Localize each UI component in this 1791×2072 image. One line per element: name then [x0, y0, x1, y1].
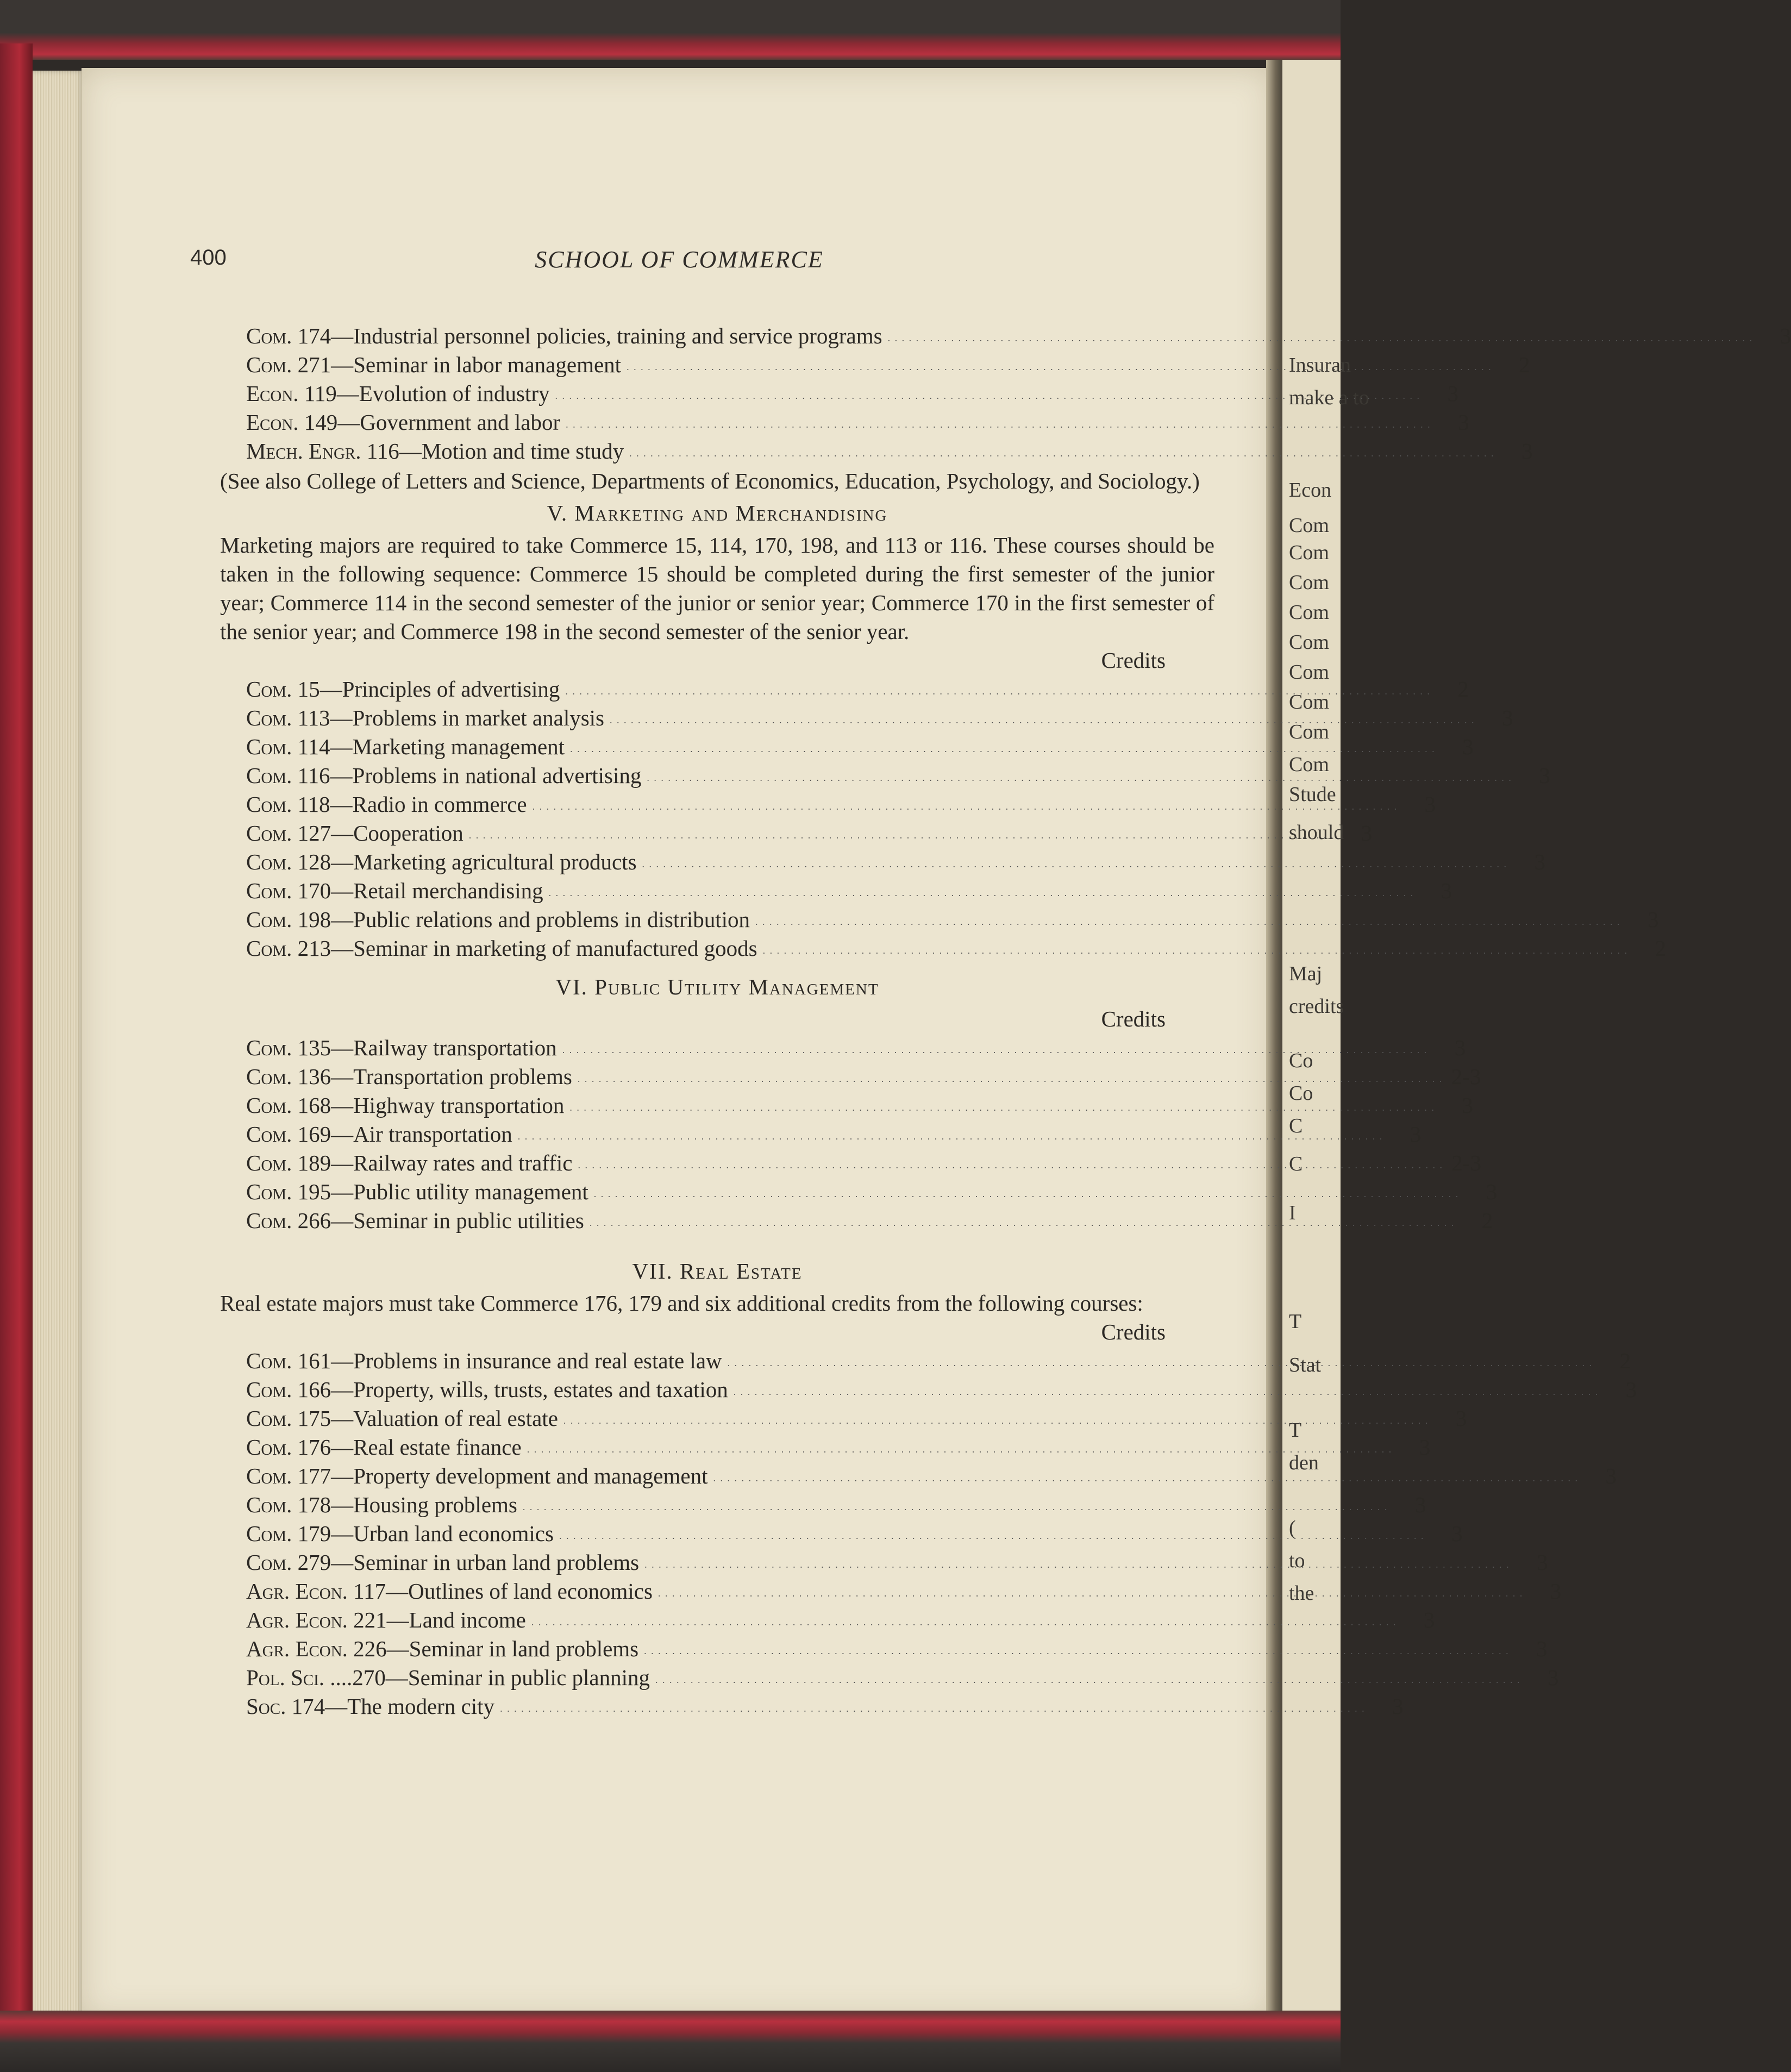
- course-title: [246, 905, 755, 934]
- running-title: SCHOOL OF COMMERCE: [535, 246, 824, 273]
- course-row: [246, 1347, 1631, 1375]
- leader-dots: [531, 1606, 1397, 1635]
- next-page-text-fragment: to: [1289, 1549, 1305, 1572]
- next-page-text-fragment: I: [1289, 1201, 1296, 1224]
- leader-dots: [734, 1375, 1599, 1404]
- course-credits: 3: [1414, 1492, 1426, 1517]
- next-page-text-fragment: Stat: [1289, 1354, 1322, 1376]
- course-row: [246, 1120, 1421, 1149]
- course-row: [246, 1062, 1481, 1091]
- course-prefix: Com.: [246, 763, 292, 788]
- course-name: 189—Railway rates and traffic: [292, 1150, 573, 1175]
- course-row: [246, 1663, 1559, 1692]
- course-credits: 2: [1519, 352, 1530, 377]
- course-title: [246, 1178, 594, 1206]
- course-name: 170—Retail merchandising: [292, 878, 543, 903]
- credits-column-header: Credits: [1101, 1006, 1166, 1031]
- course-credits: 3: [1410, 1122, 1421, 1147]
- leader-dots: [562, 1034, 1428, 1062]
- next-page-text-fragment: Com: [1289, 661, 1329, 684]
- course-name: 116—Motion and time study: [361, 439, 624, 464]
- next-page-text-fragment: Com: [1289, 753, 1329, 776]
- section-intro: Real estate majors must take Commerce 176, 179 and six additional credits from the following courses:: [220, 1291, 1143, 1316]
- course-row: [246, 1692, 1404, 1721]
- course-prefix: Econ.: [246, 381, 299, 406]
- course-credits: 3: [1458, 410, 1469, 435]
- course-title: [246, 1462, 713, 1491]
- course-prefix: Com.: [246, 352, 292, 377]
- course-credits: 3: [1521, 439, 1533, 464]
- course-title: [246, 1692, 500, 1721]
- course-credits: 3: [1462, 734, 1474, 759]
- leader-dots: [549, 877, 1414, 905]
- course-credits: 2: [1655, 936, 1667, 961]
- course-row: [246, 1034, 1466, 1062]
- course-title: [246, 1519, 559, 1548]
- course-prefix: Com.: [246, 821, 292, 846]
- course-row: [246, 1091, 1473, 1120]
- course-row: [246, 322, 1791, 350]
- course-row: [246, 733, 1474, 761]
- course-name: 149—Government and labor: [298, 410, 561, 435]
- course-row: [246, 934, 1667, 963]
- leader-dots: [559, 1519, 1425, 1548]
- course-row: [246, 1149, 1481, 1178]
- course-prefix: Com.: [246, 907, 292, 932]
- course-credits: 2: [1457, 677, 1469, 702]
- course-prefix: Com.: [246, 734, 292, 759]
- course-row: [246, 1404, 1467, 1433]
- course-name: 169—Air transportation: [292, 1122, 512, 1147]
- course-prefix: Com.: [246, 705, 292, 730]
- course-name: 174—Industrial personnel policies, training and service programs: [292, 323, 882, 348]
- leader-dots: [565, 675, 1431, 704]
- course-title: [246, 704, 610, 733]
- course-name: 113—Problems in market analysis: [292, 705, 605, 730]
- next-page-text-fragment: Insuran: [1289, 354, 1351, 377]
- course-title: [246, 877, 549, 905]
- next-page-text-fragment: C: [1289, 1153, 1303, 1175]
- course-title: [246, 408, 566, 437]
- course-name: ....270—Seminar in public planning: [324, 1665, 650, 1690]
- course-name: 119—Evolution of industry: [298, 381, 550, 406]
- next-page-text-fragment: make a to: [1289, 386, 1369, 409]
- leader-dots: [578, 1149, 1443, 1178]
- course-credits: 3: [1550, 1579, 1562, 1604]
- course-row: [246, 877, 1452, 905]
- course-title: [246, 1491, 523, 1519]
- course-title: [246, 1375, 734, 1404]
- course-row: [246, 1606, 1435, 1635]
- course-prefix: Com.: [246, 1064, 292, 1089]
- course-credits: 3: [1455, 1406, 1467, 1431]
- course-credits: 3: [1502, 705, 1513, 730]
- course-title: [246, 1206, 590, 1235]
- course-credits: 3: [1447, 381, 1459, 406]
- course-prefix: Agr. Econ.: [246, 1607, 348, 1632]
- course-name: 174—The modern city: [286, 1694, 495, 1719]
- leader-dots: [658, 1577, 1524, 1606]
- course-title: [246, 1120, 518, 1149]
- course-row: [246, 905, 1659, 934]
- course-row: [246, 1491, 1426, 1519]
- course-name: 195—Public utility management: [292, 1179, 588, 1204]
- course-title: [246, 733, 570, 761]
- leader-dots: [713, 1462, 1579, 1491]
- course-row: [246, 1433, 1431, 1462]
- leader-dots: [763, 934, 1629, 963]
- course-name: 136—Transportation problems: [292, 1064, 572, 1089]
- course-credits: 3: [1648, 907, 1659, 932]
- course-prefix: Com.: [246, 1435, 292, 1460]
- course-row: [246, 408, 1469, 437]
- leader-dots: [555, 379, 1421, 408]
- leader-dots: [523, 1491, 1388, 1519]
- next-page-text-fragment: Com: [1289, 691, 1329, 713]
- course-name: 213—Seminar in marketing of manufactured goods: [292, 936, 757, 961]
- course-credits: 3: [1462, 1093, 1473, 1118]
- course-prefix: Com.: [246, 323, 292, 348]
- course-title: [246, 322, 888, 350]
- course-row: [246, 675, 1469, 704]
- leader-dots: [570, 733, 1436, 761]
- course-row: [246, 1519, 1463, 1548]
- page-edges: [33, 71, 84, 2016]
- leader-dots: [610, 704, 1475, 733]
- course-row: [246, 437, 1533, 466]
- course-title: [246, 350, 627, 379]
- course-credits: 3: [1605, 1463, 1617, 1488]
- course-title: [246, 1577, 658, 1606]
- course-prefix: Com.: [246, 1406, 292, 1431]
- course-prefix: Com.: [246, 936, 292, 961]
- course-credits: 3: [1424, 792, 1436, 817]
- course-prefix: Com.: [246, 1150, 292, 1175]
- course-name: 179—Urban land economics: [292, 1521, 554, 1546]
- course-credits: 2-3: [1451, 1150, 1481, 1175]
- course-row: [246, 761, 1550, 790]
- course-title: [246, 1149, 578, 1178]
- leader-dots: [469, 819, 1335, 848]
- course-prefix: Com.: [246, 1179, 292, 1204]
- next-page-text-fragment: Co: [1289, 1082, 1313, 1105]
- course-prefix: Com.: [246, 849, 292, 874]
- next-page-text-fragment: Stude: [1289, 783, 1336, 806]
- next-page-text-fragment: Com: [1289, 514, 1329, 537]
- course-name: 128—Marketing agricultural products: [292, 849, 637, 874]
- next-page-text-fragment: C: [1289, 1115, 1303, 1137]
- next-page-text-fragment: Com: [1289, 541, 1329, 564]
- leader-dots: [569, 1091, 1435, 1120]
- course-row: [246, 1178, 1498, 1206]
- course-title: [246, 1635, 644, 1663]
- leader-dots: [578, 1062, 1443, 1091]
- leader-dots: [563, 1404, 1429, 1433]
- leader-dots: [590, 1206, 1455, 1235]
- course-credits: 3: [1454, 1035, 1466, 1060]
- course-prefix: Com.: [246, 1521, 292, 1546]
- course-title: [246, 1062, 578, 1091]
- course-credits: 3: [1451, 1521, 1463, 1546]
- course-row: [246, 1375, 1637, 1404]
- leader-dots: [755, 905, 1621, 934]
- course-title: [246, 1347, 728, 1375]
- course-row: [246, 848, 1546, 877]
- course-prefix: Com.: [246, 1492, 292, 1517]
- course-credits: 3: [1536, 1636, 1548, 1661]
- course-prefix: Econ.: [246, 410, 299, 435]
- course-name: 176—Real estate finance: [292, 1435, 522, 1460]
- next-page-text-fragment: Com: [1289, 631, 1329, 654]
- next-page-text-fragment: Maj: [1289, 962, 1323, 985]
- course-name: 221—Land income: [347, 1607, 526, 1632]
- page-header: [190, 246, 1168, 278]
- course-name: 177—Property development and management: [292, 1463, 708, 1488]
- course-title: [246, 437, 629, 466]
- course-credits: 3: [1441, 878, 1452, 903]
- section-heading: VI. Public Utility Management: [555, 974, 879, 999]
- course-credits: 3: [1361, 821, 1373, 846]
- course-credits: 2: [1481, 1208, 1493, 1233]
- course-title: [246, 790, 533, 819]
- course-title: [246, 1034, 562, 1062]
- course-title: [246, 934, 763, 963]
- course-name: 118—Radio in commerce: [292, 792, 527, 817]
- course-credits: 3: [1534, 849, 1546, 874]
- course-name: 135—Railway transportation: [292, 1035, 557, 1060]
- course-row: [246, 1206, 1493, 1235]
- course-row: [246, 1635, 1548, 1663]
- course-prefix: Com.: [246, 677, 292, 702]
- leader-dots: [642, 848, 1508, 877]
- book-binding-left: [0, 43, 33, 2027]
- course-credits: 3: [1625, 1377, 1637, 1402]
- course-title: [246, 1606, 531, 1635]
- course-title: [246, 761, 647, 790]
- next-page-text-fragment: T: [1289, 1419, 1302, 1442]
- course-prefix: Com.: [246, 1208, 292, 1233]
- course-name: 117—Outlines of land economics: [347, 1579, 653, 1604]
- credits-column-header: Credits: [1101, 1319, 1166, 1344]
- course-credits: 2-3: [1451, 1064, 1481, 1089]
- course-name: 161—Problems in insurance and real estate law: [292, 1348, 722, 1373]
- course-name: 266—Seminar in public utilities: [292, 1208, 584, 1233]
- next-page-text-fragment: credits: [1289, 995, 1344, 1018]
- section-heading: VII. Real Estate: [632, 1259, 803, 1284]
- course-name: 116—Problems in national advertising: [292, 763, 642, 788]
- course-name: 175—Valuation of real estate: [292, 1406, 558, 1431]
- course-credits: 3: [1392, 1694, 1404, 1719]
- next-page-text-fragment: Com: [1289, 721, 1329, 743]
- course-credits: 2: [1619, 1348, 1631, 1373]
- course-credits: 3: [1486, 1179, 1498, 1204]
- course-title: [246, 848, 642, 877]
- course-prefix: Com.: [246, 792, 292, 817]
- credits-column-header: Credits: [1101, 648, 1166, 673]
- course-title: [246, 819, 469, 848]
- course-prefix: Agr. Econ.: [246, 1579, 348, 1604]
- course-credits: 3: [1780, 323, 1791, 348]
- leader-dots: [647, 761, 1512, 790]
- course-credits: 3: [1419, 1435, 1431, 1460]
- course-credits: 3: [1537, 1550, 1548, 1575]
- next-page-text-fragment: (: [1289, 1517, 1296, 1539]
- leader-dots: [518, 1120, 1383, 1149]
- section-intro: Marketing majors are required to take Commerce 15, 114, 170, 198, and 113 or 116. These courses should be taken in the following sequence: Commerce 15 should be completed during the first semester of the junior year; Commerce 114 in the second semester of the junior or senior year; Commerce 170 in the first semester of the senior year; and Commerce 198 in the second semester of the senior year.: [220, 533, 1214, 644]
- leader-dots: [500, 1692, 1366, 1721]
- leader-dots: [629, 437, 1495, 466]
- see-also-note: (See also College of Letters and Science, Departments of Economics, Education, Psychology, and Sociology.): [220, 468, 1200, 493]
- leader-dots: [644, 1635, 1510, 1663]
- course-name: 178—Housing problems: [292, 1492, 517, 1517]
- leader-dots: [644, 1548, 1510, 1577]
- course-prefix: Com.: [246, 1550, 292, 1575]
- course-name: 198—Public relations and problems in distribution: [292, 907, 750, 932]
- course-credits: 3: [1423, 1607, 1435, 1632]
- course-name: 271—Seminar in labor management: [292, 352, 622, 377]
- course-row: [246, 704, 1513, 733]
- leader-dots: [888, 322, 1754, 350]
- next-page-text-fragment: Com: [1289, 601, 1329, 624]
- leader-dots: [655, 1663, 1521, 1692]
- course-title: [246, 1091, 569, 1120]
- course-name: 127—Cooperation: [292, 821, 464, 846]
- section-heading: V. Marketing and Merchandising: [547, 500, 888, 525]
- course-list: [220, 1034, 1498, 1235]
- leader-dots: [527, 1433, 1393, 1462]
- course-title: [246, 1663, 655, 1692]
- course-name: 166—Property, wills, trusts, estates and taxation: [292, 1377, 728, 1402]
- course-prefix: Com.: [246, 1035, 292, 1060]
- next-page-text-fragment: den: [1289, 1451, 1319, 1474]
- course-title: [246, 1433, 527, 1462]
- book-binding-bottom: [0, 2011, 1341, 2072]
- course-name: 226—Seminar in land problems: [347, 1636, 639, 1661]
- course-prefix: Com.: [246, 1348, 292, 1373]
- course-name: 168—Highway transportation: [292, 1093, 565, 1118]
- course-title: [246, 1548, 644, 1577]
- course-title: [246, 379, 555, 408]
- course-name: 15—Principles of advertising: [292, 677, 560, 702]
- next-page-text-fragment: T: [1289, 1310, 1302, 1333]
- course-title: [246, 675, 565, 704]
- course-credits: 3: [1539, 763, 1550, 788]
- next-page-text-fragment: should: [1289, 821, 1344, 844]
- course-prefix: Mech. Engr.: [246, 439, 361, 464]
- next-page-text-fragment: Econ: [1289, 479, 1332, 502]
- course-prefix: Com.: [246, 1122, 292, 1147]
- next-page-text-fragment: Com: [1289, 571, 1329, 594]
- course-prefix: Pol. Sci.: [246, 1665, 325, 1690]
- book-binding-top: [0, 0, 1341, 60]
- course-name: 279—Seminar in urban land problems: [292, 1550, 640, 1575]
- next-page-text-fragment: Co: [1289, 1049, 1313, 1072]
- course-name: 114—Marketing management: [292, 734, 565, 759]
- course-prefix: Agr. Econ.: [246, 1636, 348, 1661]
- leader-dots: [728, 1347, 1593, 1375]
- leader-dots: [566, 408, 1431, 437]
- page-number: 400: [190, 246, 227, 270]
- next-page-text-fragment: the: [1289, 1582, 1314, 1605]
- course-prefix: Com.: [246, 1093, 292, 1118]
- course-prefix: Com.: [246, 878, 292, 903]
- leader-dots: [627, 350, 1492, 379]
- course-prefix: Com.: [246, 1463, 292, 1488]
- course-credits: 3: [1548, 1665, 1559, 1690]
- course-title: [246, 1404, 563, 1433]
- leader-dots: [533, 790, 1398, 819]
- leader-dots: [594, 1178, 1460, 1206]
- course-prefix: Soc.: [246, 1694, 286, 1719]
- course-prefix: Com.: [246, 1377, 292, 1402]
